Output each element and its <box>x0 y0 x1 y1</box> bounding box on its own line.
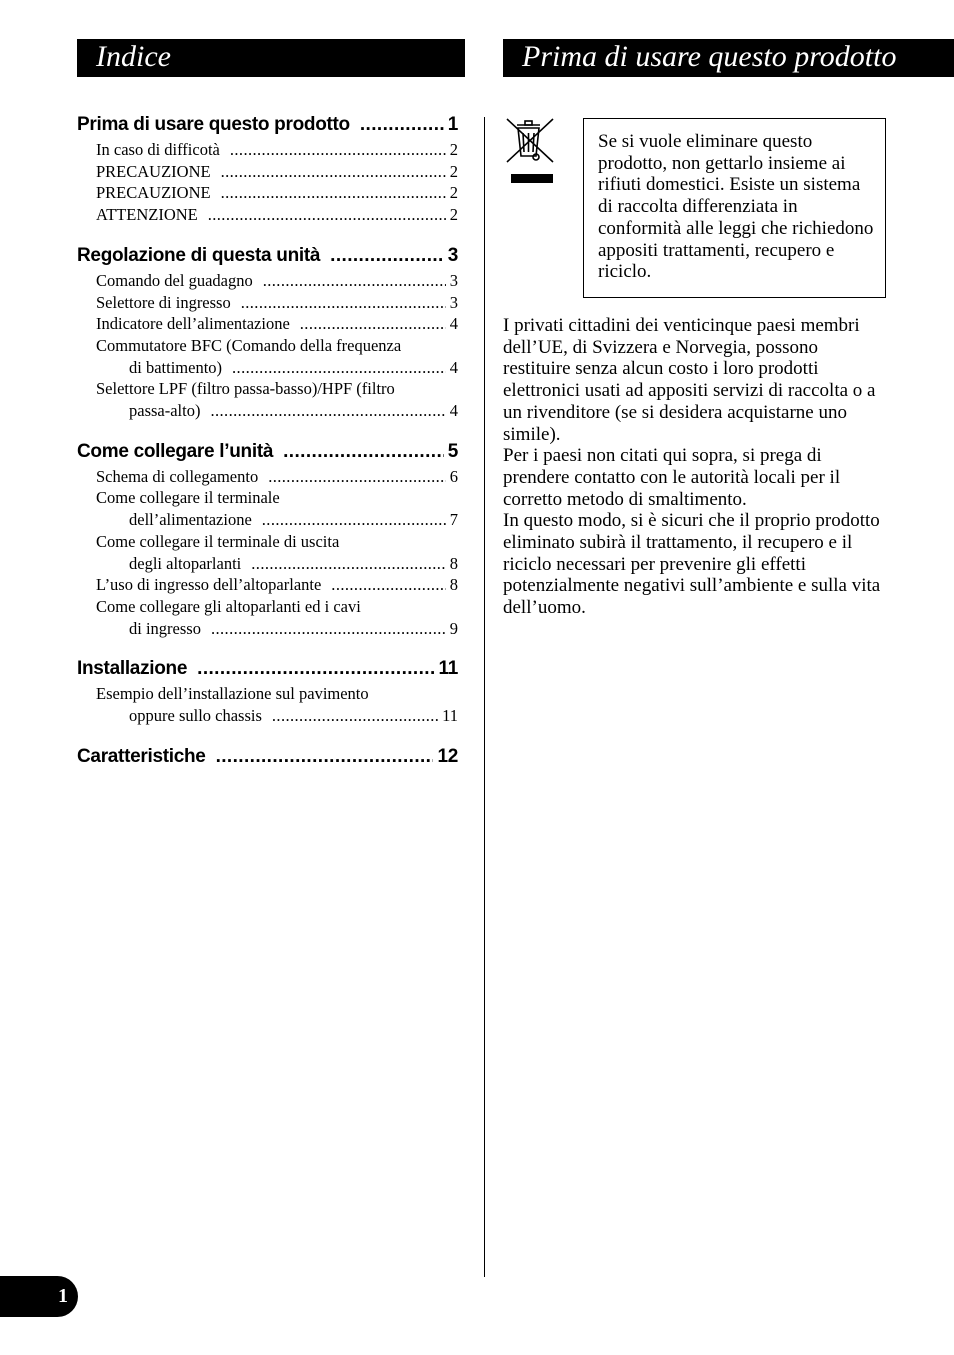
toc-section-4 <box>77 656 458 726</box>
toc-page-number: 7 <box>449 510 458 530</box>
toc-heading-text: Come collegare l’unità <box>77 440 274 462</box>
toc-entry-text[interactable]: Esempio dell’installazione sul pavimento <box>96 684 369 704</box>
toc-page-number: 3 <box>447 244 458 266</box>
toc-entry-text: PRECAUZIONE <box>96 183 211 203</box>
paragraph: I privati cittadini dei venticinque paesi membri dell’UE, di Svizzera e Norvegia, possono restituire senza alcun costo i loro prodotti elettronici usati ad appositi servizi di raccolta o a un rivenditore (se si desidera acquistarne uno simile). <box>503 315 876 445</box>
toc-entry-text: degli altoparlanti <box>129 553 242 573</box>
toc-entry[interactable] <box>77 204 458 226</box>
toc-entry[interactable] <box>77 400 458 422</box>
toc-entry[interactable] <box>77 182 458 204</box>
toc-page-number: 8 <box>449 553 458 573</box>
toc-entry-text: Indicatore dell’alimentazione <box>96 314 290 334</box>
table-of-contents <box>77 112 458 787</box>
toc-entry[interactable] <box>77 161 458 183</box>
toc-heading[interactable] <box>77 243 458 269</box>
toc-entry[interactable] <box>77 313 458 335</box>
toc-page-number: 8 <box>449 575 458 595</box>
index-title: Indice <box>96 40 171 73</box>
toc-page-number: 2 <box>449 183 458 203</box>
toc-entry-text: oppure sullo chassis <box>129 706 262 726</box>
toc-page-number: 4 <box>449 401 458 421</box>
toc-heading[interactable] <box>77 656 458 682</box>
page-number-tab <box>0 1276 78 1317</box>
disposal-notice-box <box>583 118 886 298</box>
toc-heading-text: Prima di usare questo prodotto <box>77 114 350 135</box>
toc-entry-text: ATTENZIONE <box>96 205 198 225</box>
toc-page-number: 3 <box>449 270 458 290</box>
toc-entry[interactable] <box>77 574 458 596</box>
toc-page-number: 2 <box>449 205 458 225</box>
index-title-banner <box>77 39 465 77</box>
toc-entry-text[interactable]: Commutatore BFC (Comando della frequenza <box>96 335 402 355</box>
toc-entry-text[interactable]: Selettore LPF (filtro passa-basso)/HPF (filtro <box>96 379 395 399</box>
toc-page-number: 6 <box>449 466 458 486</box>
toc-entry-text: In caso di difficotà <box>96 140 220 159</box>
toc-entry[interactable] <box>77 509 458 531</box>
toc-page-number: 11 <box>438 658 458 680</box>
toc-entry[interactable] <box>77 553 458 575</box>
toc-entry-text: di battimento) <box>129 357 223 377</box>
toc-page-number: 2 <box>449 140 458 159</box>
toc-heading[interactable] <box>77 744 458 770</box>
toc-page-number: 3 <box>449 292 458 312</box>
crossed-out-wheelie-bin-icon <box>503 116 561 186</box>
toc-page-number: 4 <box>449 357 458 377</box>
toc-entry-text: PRECAUZIONE <box>96 161 211 181</box>
toc-section-2 <box>77 243 458 422</box>
toc-entry-text: Selettore di ingresso <box>96 292 231 312</box>
toc-entry-text[interactable]: Come collegare il terminale <box>96 488 280 508</box>
toc-page-number: 4 <box>449 314 458 334</box>
toc-heading-text: Caratteristiche <box>77 745 206 767</box>
toc-page-number: 9 <box>449 618 458 638</box>
toc-heading-text: Installazione <box>77 658 188 680</box>
toc-entry[interactable] <box>77 705 458 727</box>
paragraph: Per i paesi non citati qui sopra, si prega di prendere contatto con le autorità locali per il corretto metodo di smaltimento. <box>503 445 841 510</box>
toc-entry-text: dell’alimentazione <box>129 510 252 530</box>
section-title-banner <box>503 39 954 77</box>
toc-entry-text[interactable]: Come collegare gli altoparlanti ed i cavi <box>96 596 361 616</box>
disposal-notice-text: Se si vuole eliminare questo prodotto, non gettarlo insieme ai rifiuti domestici. Esiste un sistema di raccolta differenziata in conformità alle leggi che richiedono appositi trattamenti, recupero e riciclo. <box>598 131 874 283</box>
page-number: 1 <box>58 1285 68 1307</box>
section-title: Prima di usare questo prodotto <box>522 40 897 73</box>
toc-heading-text: Regolazione di questa unità <box>77 244 321 266</box>
paragraph: In questo modo, si è sicuri che il proprio prodotto eliminato subirà il trattamento, il recupero e il riciclo necessari per prevenire gli effetti potenzialmente negativi sull’ambiente e sulla vita dell’uomo. <box>503 510 881 619</box>
toc-entry-text[interactable]: Come collegare il terminale di uscita <box>96 531 340 551</box>
column-divider <box>484 117 485 1277</box>
toc-entry-text: passa-alto) <box>129 401 201 421</box>
toc-entry-text: di ingresso <box>129 618 201 638</box>
toc-page-number: 2 <box>449 161 458 181</box>
toc-heading[interactable] <box>77 112 458 138</box>
toc-page-number: 12 <box>437 745 458 767</box>
toc-page-number: 5 <box>447 440 458 462</box>
disposal-information <box>503 315 883 619</box>
toc-entry[interactable] <box>77 357 458 379</box>
toc-entry-text: Schema di collegamento <box>96 466 259 486</box>
toc-section-3 <box>77 439 458 640</box>
toc-entry-text: Comando del guadagno <box>96 270 253 290</box>
toc-section-1 <box>77 112 458 226</box>
toc-section-5 <box>77 744 458 770</box>
toc-entry[interactable] <box>77 292 458 314</box>
toc-heading[interactable] <box>77 439 458 465</box>
toc-entry-text: L’uso di ingresso dell’altoparlante <box>96 575 322 595</box>
toc-page-number: 11 <box>442 706 458 726</box>
toc-entry[interactable] <box>77 139 458 161</box>
toc-entry[interactable] <box>77 466 458 488</box>
toc-page-number: 1 <box>447 114 458 135</box>
toc-entry[interactable] <box>77 270 458 292</box>
toc-entry[interactable] <box>77 618 458 640</box>
